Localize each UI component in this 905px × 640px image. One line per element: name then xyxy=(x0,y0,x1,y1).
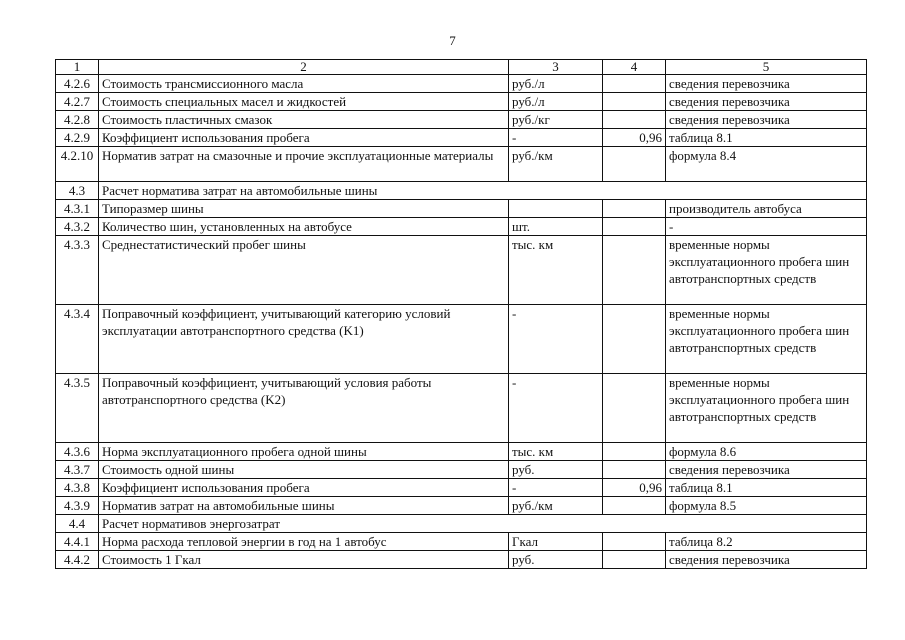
norms-table xyxy=(55,59,867,569)
row-unit: руб./км xyxy=(509,497,603,515)
section-row xyxy=(56,182,867,200)
row-name: Норматив затрат на смазочные и прочие эксплуатационные материалы xyxy=(99,147,509,182)
row-name: Количество шин, установленных на автобусе xyxy=(99,218,509,236)
table-row xyxy=(56,533,867,551)
row-value xyxy=(603,111,666,129)
row-unit: руб. xyxy=(509,551,603,569)
row-number: 4.3.6 xyxy=(56,443,99,461)
row-source: сведения перевозчика xyxy=(666,93,867,111)
row-unit: руб. xyxy=(509,461,603,479)
row-source: производитель автобуса xyxy=(666,200,867,218)
row-name: Стоимость трансмиссионного масла xyxy=(99,75,509,93)
table-row xyxy=(56,374,867,443)
row-number: 4.3.9 xyxy=(56,497,99,515)
row-name: Среднестатистический пробег шины xyxy=(99,236,509,305)
row-name: Стоимость 1 Гкал xyxy=(99,551,509,569)
header-col-5: 5 xyxy=(666,60,867,75)
row-value xyxy=(603,200,666,218)
section-title: Расчет нормативов энергозатрат xyxy=(99,515,867,533)
header-col-4: 4 xyxy=(603,60,666,75)
table-row xyxy=(56,461,867,479)
header-col-1: 1 xyxy=(56,60,99,75)
row-name: Норматив затрат на автомобильные шины xyxy=(99,497,509,515)
table-row xyxy=(56,497,867,515)
row-number: 4.2.8 xyxy=(56,111,99,129)
row-unit: тыс. км xyxy=(509,236,603,305)
row-source: формула 8.5 xyxy=(666,497,867,515)
row-unit: тыс. км xyxy=(509,443,603,461)
row-value xyxy=(603,551,666,569)
row-value xyxy=(603,374,666,443)
row-value xyxy=(603,147,666,182)
row-name: Норма эксплуатационного пробега одной шины xyxy=(99,443,509,461)
row-unit xyxy=(509,200,603,218)
row-value xyxy=(603,497,666,515)
row-number: 4.2.10 xyxy=(56,147,99,182)
row-source: формула 8.4 xyxy=(666,147,867,182)
row-unit: руб./кг xyxy=(509,111,603,129)
row-source: временные нормы эксплуатационного пробега шин автотранспортных средств xyxy=(666,374,867,443)
row-name: Поправочный коэффициент, учитывающий категорию условий эксплуатации автотранспортного средства (K1) xyxy=(99,305,509,374)
row-name: Поправочный коэффициент, учитывающий условия работы автотранспортного средства (K2) xyxy=(99,374,509,443)
row-name: Стоимость пластичных смазок xyxy=(99,111,509,129)
row-value: 0,96 xyxy=(603,129,666,147)
table-row xyxy=(56,551,867,569)
row-name: Норма расхода тепловой энергии в год на 1 автобус xyxy=(99,533,509,551)
row-unit: руб./л xyxy=(509,93,603,111)
row-source: сведения перевозчика xyxy=(666,461,867,479)
row-name: Типоразмер шины xyxy=(99,200,509,218)
table-row xyxy=(56,147,867,182)
row-unit: - xyxy=(509,305,603,374)
row-source: временные нормы эксплуатационного пробега шин автотранспортных средств xyxy=(666,236,867,305)
row-source: формула 8.6 xyxy=(666,443,867,461)
row-unit: руб./л xyxy=(509,75,603,93)
row-number: 4.3.2 xyxy=(56,218,99,236)
row-number: 4.3.5 xyxy=(56,374,99,443)
table-row xyxy=(56,93,867,111)
row-unit: - xyxy=(509,374,603,443)
row-value xyxy=(603,93,666,111)
row-unit: Гкал xyxy=(509,533,603,551)
row-source: сведения перевозчика xyxy=(666,111,867,129)
row-value xyxy=(603,218,666,236)
row-value xyxy=(603,533,666,551)
section-row xyxy=(56,515,867,533)
row-value xyxy=(603,443,666,461)
row-source: таблица 8.2 xyxy=(666,533,867,551)
table-row xyxy=(56,75,867,93)
row-number: 4.4.1 xyxy=(56,533,99,551)
row-number: 4.3.7 xyxy=(56,461,99,479)
table-row xyxy=(56,305,867,374)
row-number: 4.4 xyxy=(56,515,99,533)
header-col-2: 2 xyxy=(99,60,509,75)
page-number: 7 xyxy=(449,33,456,48)
row-unit: - xyxy=(509,129,603,147)
row-number: 4.2.6 xyxy=(56,75,99,93)
row-number: 4.4.2 xyxy=(56,551,99,569)
section-title: Расчет норматива затрат на автомобильные шины xyxy=(99,182,867,200)
row-value xyxy=(603,236,666,305)
row-unit: - xyxy=(509,479,603,497)
row-number: 4.3.3 xyxy=(56,236,99,305)
row-value: 0,96 xyxy=(603,479,666,497)
row-number: 4.3 xyxy=(56,182,99,200)
table-row xyxy=(56,200,867,218)
row-source: таблица 8.1 xyxy=(666,479,867,497)
row-number: 4.2.7 xyxy=(56,93,99,111)
table-body xyxy=(56,60,867,569)
table-row xyxy=(56,443,867,461)
row-name: Коэффициент использования пробега xyxy=(99,129,509,147)
row-name: Стоимость специальных масел и жидкостей xyxy=(99,93,509,111)
table-row xyxy=(56,129,867,147)
table-row xyxy=(56,479,867,497)
row-unit: шт. xyxy=(509,218,603,236)
row-value xyxy=(603,461,666,479)
row-source: временные нормы эксплуатационного пробега шин автотранспортных средств xyxy=(666,305,867,374)
header-row xyxy=(56,60,867,75)
table-row xyxy=(56,218,867,236)
row-source: сведения перевозчика xyxy=(666,75,867,93)
row-source: сведения перевозчика xyxy=(666,551,867,569)
row-name: Коэффициент использования пробега xyxy=(99,479,509,497)
row-number: 4.3.8 xyxy=(56,479,99,497)
row-value xyxy=(603,305,666,374)
header-col-3: 3 xyxy=(509,60,603,75)
row-number: 4.3.4 xyxy=(56,305,99,374)
table-row xyxy=(56,111,867,129)
table-row xyxy=(56,236,867,305)
row-source: таблица 8.1 xyxy=(666,129,867,147)
row-unit: руб./км xyxy=(509,147,603,182)
row-value xyxy=(603,75,666,93)
row-number: 4.3.1 xyxy=(56,200,99,218)
row-source: - xyxy=(666,218,867,236)
row-number: 4.2.9 xyxy=(56,129,99,147)
row-name: Стоимость одной шины xyxy=(99,461,509,479)
